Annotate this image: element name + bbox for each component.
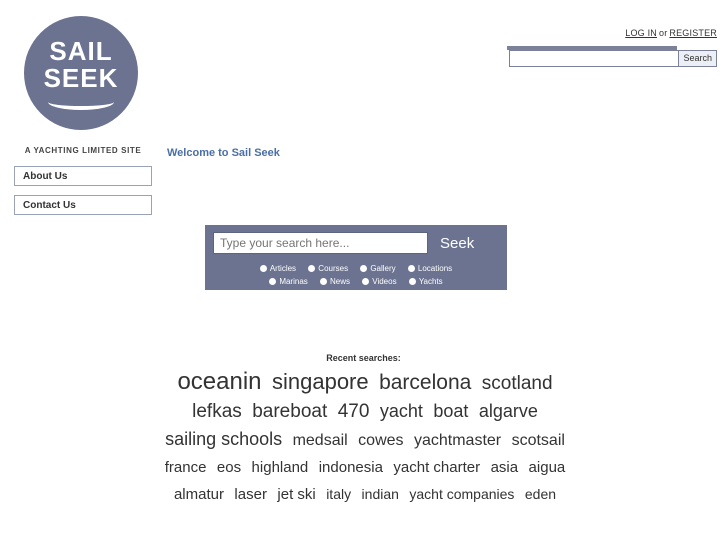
- account-separator: or: [658, 28, 668, 38]
- main-search-panel: [205, 225, 507, 290]
- filter-locations[interactable]: [408, 262, 452, 275]
- filter-courses[interactable]: [308, 262, 348, 275]
- recent-search-term[interactable]: cowes: [358, 432, 404, 449]
- filter-gallery[interactable]: [360, 262, 395, 275]
- seek-button[interactable]: Seek: [440, 234, 475, 252]
- filter-gallery-label: Gallery: [370, 264, 396, 273]
- recent-search-term[interactable]: barcelona: [379, 371, 472, 394]
- filter-marinas[interactable]: [269, 275, 307, 288]
- radio-icon[interactable]: [320, 278, 327, 285]
- filter-videos-label: Videos: [372, 277, 397, 286]
- filter-videos[interactable]: [362, 275, 396, 288]
- recent-search-term[interactable]: scotsail: [511, 432, 565, 449]
- recent-search-term[interactable]: france: [164, 459, 207, 476]
- radio-icon[interactable]: [408, 265, 415, 272]
- logo-line-1: SAIL: [49, 36, 113, 66]
- recent-search-term[interactable]: lefkas: [192, 401, 242, 422]
- recent-search-term[interactable]: yacht charter: [393, 459, 481, 476]
- sidebar-item-about-us[interactable]: About Us: [14, 166, 152, 186]
- recent-search-term[interactable]: almatur: [173, 486, 224, 503]
- recent-search-term[interactable]: indian: [361, 486, 399, 502]
- filter-locations-label: Locations: [417, 264, 453, 273]
- filter-articles-label: Articles: [269, 264, 297, 273]
- recent-search-term[interactable]: highland: [251, 459, 309, 476]
- recent-search-term[interactable]: scotland: [481, 373, 553, 394]
- search-filters: [205, 262, 507, 288]
- filter-news[interactable]: [320, 275, 350, 288]
- search-input[interactable]: [213, 232, 428, 254]
- radio-icon[interactable]: [409, 278, 416, 285]
- radio-icon[interactable]: [308, 265, 315, 272]
- top-search-bar: [509, 50, 717, 67]
- filter-articles[interactable]: [260, 262, 296, 275]
- recent-search-term[interactable]: eden: [524, 486, 557, 502]
- recent-search-term[interactable]: yachtmaster: [413, 432, 502, 449]
- recent-search-term[interactable]: oceanin: [177, 368, 262, 395]
- filter-courses-label: Courses: [318, 264, 349, 273]
- recent-search-term[interactable]: aigua: [528, 459, 566, 476]
- radio-icon[interactable]: [260, 265, 267, 272]
- sidebar-item-contact-us[interactable]: Contact Us: [14, 195, 152, 215]
- recent-search-term[interactable]: medsail: [292, 432, 348, 449]
- recent-search-term[interactable]: italy: [326, 486, 352, 502]
- radio-icon[interactable]: [362, 278, 369, 285]
- filter-news-label: News: [330, 277, 351, 286]
- sidebar-nav: [14, 166, 152, 224]
- radio-icon[interactable]: [269, 278, 276, 285]
- recent-search-term[interactable]: bareboat: [252, 401, 328, 422]
- recent-search-term[interactable]: eos: [216, 459, 242, 476]
- main-search-row: [205, 225, 507, 254]
- logo-line-2: SEEK: [43, 63, 119, 93]
- recent-search-term[interactable]: boat: [433, 401, 469, 421]
- recent-searches-cloud: [150, 368, 580, 508]
- logo-circle: [24, 16, 138, 130]
- recent-search-term[interactable]: jet ski: [277, 486, 316, 503]
- top-search-input[interactable]: [509, 50, 678, 67]
- register-link[interactable]: REGISTER: [669, 28, 717, 38]
- recent-search-term[interactable]: indonesia: [318, 459, 383, 476]
- wave-icon: [48, 94, 114, 110]
- recent-search-term[interactable]: asia: [490, 459, 519, 476]
- login-link[interactable]: LOG IN: [625, 28, 657, 38]
- account-bar: [625, 28, 717, 38]
- recent-search-term[interactable]: singapore: [271, 369, 369, 394]
- recent-search-term[interactable]: yacht companies: [409, 486, 515, 502]
- filter-row-2: [205, 275, 507, 288]
- recent-search-term[interactable]: yacht: [379, 401, 423, 421]
- filter-yachts-label: Yachts: [418, 277, 443, 286]
- recent-search-term[interactable]: laser: [234, 486, 267, 503]
- site-tagline: A YACHTING LIMITED SITE: [24, 146, 142, 155]
- radio-icon[interactable]: [360, 265, 367, 272]
- filter-yachts[interactable]: [409, 275, 443, 288]
- filter-marinas-label: Marinas: [279, 277, 308, 286]
- recent-search-term[interactable]: algarve: [478, 401, 538, 421]
- logo[interactable]: [24, 16, 138, 130]
- recent-searches-title: Recent searches:: [326, 353, 401, 363]
- logo-text: [24, 38, 138, 92]
- filter-row-1: [205, 262, 507, 275]
- recent-search-term[interactable]: sailing schools: [165, 429, 283, 449]
- page-title: Welcome to Sail Seek: [167, 147, 280, 159]
- top-search-button[interactable]: Search: [678, 50, 717, 67]
- recent-search-term[interactable]: 470: [337, 401, 370, 422]
